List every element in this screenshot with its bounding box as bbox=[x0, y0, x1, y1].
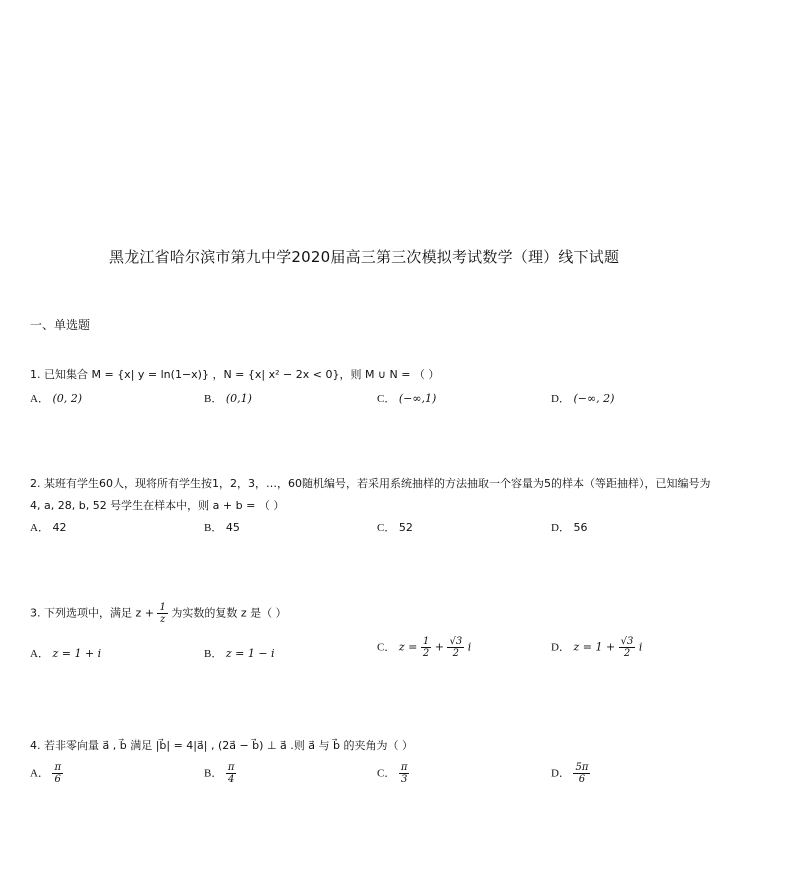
question-4-option-d bbox=[551, 762, 590, 785]
fraction-numerator: 5π bbox=[575, 762, 589, 773]
fraction-numerator: 1 bbox=[422, 636, 430, 647]
fraction bbox=[52, 762, 63, 785]
question-2-option-b bbox=[204, 519, 240, 535]
question-1-option-c bbox=[377, 390, 436, 406]
option-label: B． bbox=[204, 393, 223, 405]
option-label: A． bbox=[30, 393, 49, 405]
option-label: D． bbox=[551, 393, 570, 405]
option-label: C． bbox=[377, 767, 396, 780]
option-label: D． bbox=[551, 767, 570, 780]
fraction-denominator: 3 bbox=[400, 774, 408, 785]
option-label: B． bbox=[204, 648, 223, 660]
option-value-suffix: i bbox=[467, 640, 472, 654]
stem-text: 3. 下列选项中，满足 z + bbox=[30, 606, 154, 620]
option-label: A． bbox=[30, 522, 49, 534]
page-title: 黑龙江省哈尔滨市第九中学2020届高三第三次模拟考试数学（理）线下试题 bbox=[109, 248, 620, 266]
fraction bbox=[226, 762, 237, 785]
fraction-denominator: 2 bbox=[452, 648, 459, 659]
stem-fraction bbox=[157, 602, 167, 625]
plus-sign: + bbox=[434, 640, 444, 654]
question-3-option-b bbox=[204, 645, 275, 661]
option-value: 52 bbox=[398, 521, 413, 534]
question-2-stem-line-1: 2. 某班有学生60人，现将所有学生按1，2，3，…，60随机编号，若采用系统抽样的方法抽取一个容量为5的样本（等距抽样），已知编号为 bbox=[30, 477, 711, 490]
question-2-stem-line-2: 4, a, 28, b, 52 号学生在样本中，则 a + b = （ ） bbox=[30, 499, 285, 512]
fraction-denominator: 2 bbox=[422, 648, 430, 659]
option-value: (−∞,1) bbox=[398, 392, 437, 405]
option-label: D． bbox=[551, 641, 570, 654]
fraction-numerator: π bbox=[54, 762, 62, 773]
fraction bbox=[447, 636, 464, 659]
option-value-prefix: z = bbox=[398, 640, 418, 654]
option-value: 42 bbox=[52, 521, 67, 534]
question-4-option-c bbox=[377, 762, 409, 785]
question-1-option-a bbox=[30, 390, 82, 406]
question-3-option-d bbox=[551, 636, 642, 659]
option-value-suffix: i bbox=[638, 640, 643, 654]
fraction-denominator: z bbox=[160, 614, 166, 625]
question-4-option-b bbox=[204, 762, 236, 785]
option-value: z = 1 + i bbox=[52, 647, 102, 660]
question-4-stem: 4. 若非零向量 a⃗ , b⃗ 满足 |b⃗| = 4|a⃗| , (2a⃗ − b⃗) ⊥ a⃗ .则 a⃗ 与 b⃗ 的夹角为（ ） bbox=[30, 739, 413, 752]
fraction-numerator: √3 bbox=[449, 636, 463, 647]
option-label: C． bbox=[377, 393, 396, 405]
section-heading: 一、单选题 bbox=[30, 318, 91, 332]
fraction-denominator: 2 bbox=[623, 648, 631, 659]
option-value: (−∞, 2) bbox=[573, 392, 615, 405]
fraction bbox=[421, 636, 431, 659]
option-value: 56 bbox=[573, 521, 588, 534]
question-3-option-c bbox=[377, 636, 471, 659]
question-4-option-a bbox=[30, 762, 63, 785]
question-1-option-b bbox=[204, 390, 252, 406]
fraction-denominator: 6 bbox=[578, 774, 586, 785]
option-label: A． bbox=[30, 767, 49, 780]
option-label: C． bbox=[377, 641, 396, 654]
question-3-stem bbox=[30, 602, 287, 625]
fraction-denominator: 6 bbox=[54, 774, 61, 785]
fraction bbox=[399, 762, 410, 785]
option-value: z = 1 − i bbox=[225, 647, 275, 660]
fraction-numerator: √3 bbox=[620, 636, 634, 647]
option-value-prefix: z = 1 + bbox=[573, 640, 616, 654]
option-value: 45 bbox=[225, 521, 240, 534]
option-value: (0,1) bbox=[225, 392, 252, 405]
fraction bbox=[573, 762, 590, 785]
fraction-numerator: 1 bbox=[159, 602, 166, 613]
question-1-option-d bbox=[551, 390, 614, 406]
fraction bbox=[619, 636, 636, 659]
question-1-stem: 1. 已知集合 M = {x| y = ln(1−x)} ，N = {x| x² − 2x < 0}，则 M ∪ N = （ ） bbox=[30, 368, 440, 381]
option-label: A． bbox=[30, 648, 49, 660]
fraction-numerator: π bbox=[400, 762, 408, 773]
option-label: C． bbox=[377, 522, 396, 534]
stem-text: 为实数的复数 z 是（ ） bbox=[171, 606, 287, 620]
option-label: D． bbox=[551, 522, 570, 534]
option-label: B． bbox=[204, 522, 223, 534]
question-2-option-d bbox=[551, 519, 587, 535]
option-label: B． bbox=[204, 767, 223, 780]
question-2-option-a bbox=[30, 519, 66, 535]
question-2-option-c bbox=[377, 519, 413, 535]
option-value: (0, 2) bbox=[52, 392, 83, 405]
fraction-denominator: 4 bbox=[227, 774, 235, 785]
question-3-option-a bbox=[30, 645, 101, 661]
fraction-numerator: π bbox=[227, 762, 235, 773]
